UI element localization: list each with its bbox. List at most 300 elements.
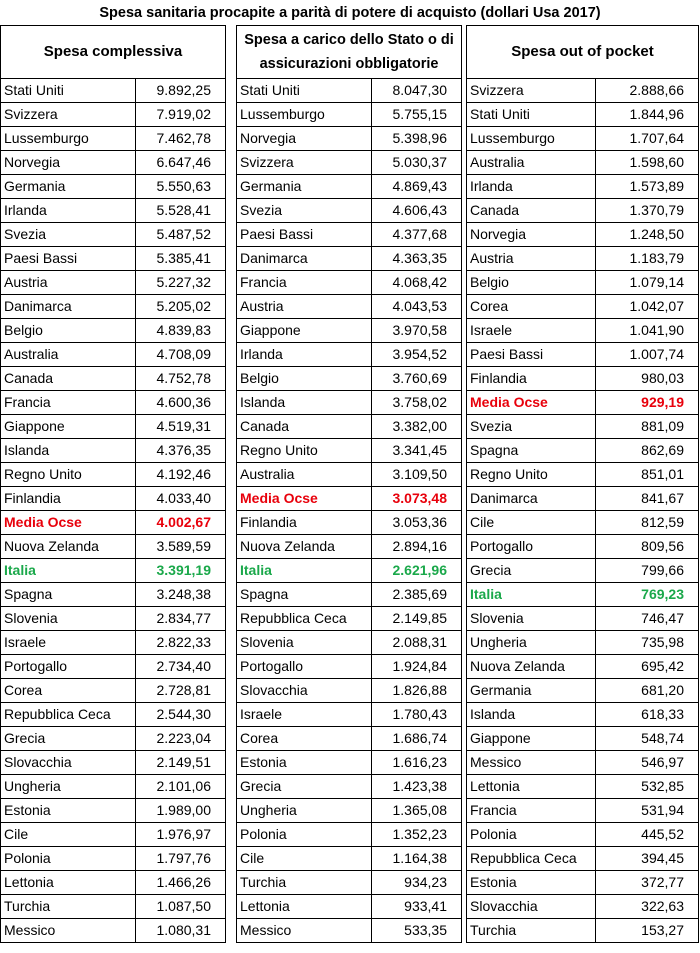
spending-value: 735,98 [641,634,684,650]
country-name: Svizzera [467,79,596,102]
spending-value: 5.755,15 [392,106,447,122]
spending-value: 1.164,38 [392,850,447,866]
country-name: Germania [237,175,372,198]
table-row [237,367,461,391]
spending-value: 6.647,46 [156,154,211,170]
spending-value: 3.970,58 [392,322,447,338]
spending-value: 3.758,02 [392,394,447,410]
spending-value: 2.149,51 [156,754,211,770]
country-name: Italia [467,583,596,606]
table-row [237,511,461,535]
table-row [237,415,461,439]
table-row [1,487,225,511]
table-row [237,247,461,271]
table-row [1,103,225,127]
country-name: Norvegia [237,127,372,150]
table-row [467,703,698,727]
table-row [237,319,461,343]
table-row [1,151,225,175]
spending-value: 531,94 [641,802,684,818]
table-row [237,271,461,295]
spending-value: 1.007,74 [629,346,684,362]
table-row [237,703,461,727]
spending-value: 809,56 [641,538,684,554]
table-row [467,391,698,415]
spending-value: 1.352,23 [392,826,447,842]
table-row [1,775,225,799]
country-name: Belgio [1,319,136,342]
spending-value: 7.462,78 [156,130,211,146]
table-row [1,919,225,942]
spending-value: 3.341,45 [392,442,447,458]
country-name: Grecia [1,727,136,750]
spending-value: 548,74 [641,730,684,746]
table-row [1,295,225,319]
table-row [237,799,461,823]
country-name: Danimarca [1,295,136,318]
country-name: Irlanda [1,199,136,222]
country-name: Giappone [1,415,136,438]
table-row [467,151,698,175]
country-name: Portogallo [237,655,372,678]
table-row [237,391,461,415]
table-row [237,655,461,679]
table-row [1,895,225,919]
table-row [467,535,698,559]
country-name: Polonia [237,823,372,846]
spending-value: 3.248,38 [156,586,211,602]
spending-value: 1.087,50 [156,898,211,914]
table-row [237,199,461,223]
table-row [1,799,225,823]
panel-heading: Spesa out of pocket [467,26,698,79]
country-name: Norvegia [467,223,596,246]
country-name: Slovacchia [467,895,596,918]
table-row [467,463,698,487]
table-row [1,175,225,199]
country-name: Paesi Bassi [467,343,596,366]
spending-value: 4.519,31 [156,418,211,434]
country-name: Francia [467,799,596,822]
table-row [467,823,698,847]
spending-value: 3.954,52 [392,346,447,362]
table-row [237,775,461,799]
country-name: Regno Unito [467,463,596,486]
spending-value: 4.043,53 [392,298,447,314]
panel-spesa-stato [236,25,462,943]
spending-value: 3.382,00 [392,418,447,434]
spending-value: 1.573,89 [629,178,684,194]
table-row [467,103,698,127]
table-row [467,775,698,799]
table-row [467,751,698,775]
country-name: Corea [467,295,596,318]
table-row [467,127,698,151]
table-row [237,751,461,775]
spending-value: 5.205,02 [156,298,211,314]
country-name: Repubblica Ceca [237,607,372,630]
table-row [467,727,698,751]
country-name: Stati Uniti [237,79,372,102]
country-name: Polonia [1,847,136,870]
spending-value: 695,42 [641,658,684,674]
spending-value: 851,01 [641,466,684,482]
spending-value: 2.385,69 [392,586,447,602]
spending-value: 1.370,79 [629,202,684,218]
table-row [467,415,698,439]
spending-value: 2.894,16 [392,538,447,554]
table-row [1,79,225,103]
table-row [237,463,461,487]
spending-value: 4.033,40 [156,490,211,506]
country-name: Estonia [467,871,596,894]
country-name: Lettonia [467,775,596,798]
table-row [237,487,461,511]
table-row [467,367,698,391]
country-name: Messico [1,919,136,942]
table-row [1,247,225,271]
rows-container [467,79,698,942]
country-name: Norvegia [1,151,136,174]
spending-value: 7.919,02 [156,106,211,122]
spending-value: 372,77 [641,874,684,890]
country-name: Israele [1,631,136,654]
spending-value: 980,03 [641,370,684,386]
spending-value: 681,20 [641,682,684,698]
country-name: Australia [467,151,596,174]
spending-value: 9.892,25 [156,82,211,98]
country-name: Polonia [467,823,596,846]
table-row [237,295,461,319]
spending-value: 546,97 [641,754,684,770]
country-name: Canada [467,199,596,222]
country-name: Spagna [237,583,372,606]
table-row [1,631,225,655]
spending-value: 5.528,41 [156,202,211,218]
country-name: Israele [467,319,596,342]
country-name: Finlandia [467,367,596,390]
spending-value: 4.376,35 [156,442,211,458]
country-name: Repubblica Ceca [1,703,136,726]
spending-value: 1.080,31 [156,922,211,938]
spending-value: 1.183,79 [629,250,684,266]
spending-value: 1.826,88 [392,682,447,698]
spending-value: 1.780,43 [392,706,447,722]
table-row [1,583,225,607]
table-row [467,919,698,942]
table-row [467,343,698,367]
panel-heading: Spesa a carico dello Stato o di assicurazioni obbligatorie [237,26,461,79]
table-row [467,583,698,607]
table-row [1,319,225,343]
spending-value: 5.227,32 [156,274,211,290]
country-name: Islanda [237,391,372,414]
table-row [237,679,461,703]
spending-value: 2.734,40 [156,658,211,674]
spending-value: 2.822,33 [156,634,211,650]
table-row [237,607,461,631]
spending-value: 4.002,67 [156,514,211,530]
country-name: Stati Uniti [1,79,136,102]
spending-value: 3.589,59 [156,538,211,554]
panel-spesa-out-of-pocket [466,25,699,943]
country-name: Turchia [1,895,136,918]
spending-value: 3.760,69 [392,370,447,386]
table-row [237,439,461,463]
spending-value: 799,66 [641,562,684,578]
table-row [237,535,461,559]
table-row [237,151,461,175]
country-name: Ungheria [1,775,136,798]
country-name: Stati Uniti [467,103,596,126]
spending-value: 862,69 [641,442,684,458]
spending-value: 532,85 [641,778,684,794]
table-row [467,295,698,319]
spending-value: 445,52 [641,826,684,842]
spending-value: 2.544,30 [156,706,211,722]
spending-value: 1.466,26 [156,874,211,890]
table-row [1,607,225,631]
country-name: Belgio [237,367,372,390]
table-row [467,799,698,823]
spending-value: 769,23 [641,586,684,602]
spending-value: 3.053,36 [392,514,447,530]
country-name: Media Ocse [1,511,136,534]
table-row [237,631,461,655]
spending-value: 1.248,50 [629,226,684,242]
spending-value: 1.989,00 [156,802,211,818]
table-row [237,79,461,103]
spending-value: 1.844,96 [629,106,684,122]
spending-value: 5.030,37 [392,154,447,170]
table-row [467,247,698,271]
country-name: Belgio [467,271,596,294]
table-row [467,439,698,463]
table-row [467,607,698,631]
spending-value: 1.423,38 [392,778,447,794]
country-name: Finlandia [1,487,136,510]
country-name: Austria [467,247,596,270]
table-row [1,751,225,775]
country-name: Slovenia [1,607,136,630]
table-row [467,895,698,919]
country-name: Finlandia [237,511,372,534]
spending-value: 2.101,06 [156,778,211,794]
table-row [1,127,225,151]
rows-container [237,79,461,942]
country-name: Austria [237,295,372,318]
spending-value: 1.598,60 [629,154,684,170]
country-name: Cile [237,847,372,870]
country-name: Slovenia [237,631,372,654]
country-name: Spagna [467,439,596,462]
spending-value: 8.047,30 [392,82,447,98]
panel-spesa-complessiva [0,25,226,943]
table-row [1,415,225,439]
table-row [237,343,461,367]
table-row [1,703,225,727]
table-row [1,391,225,415]
table-row [237,919,461,942]
spending-value: 4.708,09 [156,346,211,362]
country-name: Austria [1,271,136,294]
table-row [1,871,225,895]
table-row [467,199,698,223]
table-row [467,271,698,295]
country-name: Cile [1,823,136,846]
table-row [237,871,461,895]
table-row [237,103,461,127]
country-name: Canada [1,367,136,390]
table-row [1,223,225,247]
country-name: Estonia [1,799,136,822]
table-row [1,559,225,583]
spending-value: 394,45 [641,850,684,866]
country-name: Ungheria [237,799,372,822]
spending-value: 618,33 [641,706,684,722]
spending-value: 2.728,81 [156,682,211,698]
spending-value: 1.976,97 [156,826,211,842]
table-row [467,487,698,511]
spending-value: 4.600,36 [156,394,211,410]
country-name: Media Ocse [237,487,372,510]
table-row [237,847,461,871]
table-row [467,79,698,103]
country-name: Messico [237,919,372,942]
country-name: Cile [467,511,596,534]
country-name: Turchia [467,919,596,942]
spending-value: 1.797,76 [156,850,211,866]
spending-value: 934,23 [404,874,447,890]
table-row [1,271,225,295]
table-row [467,511,698,535]
table-row [467,679,698,703]
spending-value: 4.192,46 [156,466,211,482]
country-name: Lettonia [237,895,372,918]
country-name: Irlanda [467,175,596,198]
country-name: Svezia [467,415,596,438]
table-row [467,871,698,895]
country-name: Paesi Bassi [1,247,136,270]
table-row [1,727,225,751]
table-row [467,559,698,583]
spending-value: 153,27 [641,922,684,938]
spending-value: 3.073,48 [392,490,447,506]
country-name: Giappone [237,319,372,342]
table-row [1,199,225,223]
country-name: Portogallo [1,655,136,678]
rows-container [1,79,225,942]
country-name: Giappone [467,727,596,750]
country-name: Svizzera [1,103,136,126]
country-name: Grecia [467,559,596,582]
spending-value: 1.616,23 [392,754,447,770]
country-name: Media Ocse [467,391,596,414]
table-row [467,655,698,679]
country-name: Svezia [237,199,372,222]
spending-value: 881,09 [641,418,684,434]
page-title: Spesa sanitaria procapite a parità di potere di acquisto (dollari Usa 2017) [99,5,601,21]
spending-value: 5.487,52 [156,226,211,242]
country-name: Germania [467,679,596,702]
table-row [1,823,225,847]
country-name: Slovacchia [1,751,136,774]
country-name: Danimarca [237,247,372,270]
spending-value: 4.869,43 [392,178,447,194]
country-name: Lussemburgo [1,127,136,150]
table-row [1,847,225,871]
spending-value: 3.109,50 [392,466,447,482]
spending-value: 841,67 [641,490,684,506]
country-name: Islanda [467,703,596,726]
country-name: Ungheria [467,631,596,654]
spending-value: 4.068,42 [392,274,447,290]
spending-value: 2.888,66 [629,82,684,98]
spending-value: 4.377,68 [392,226,447,242]
spending-value: 1.686,74 [392,730,447,746]
table-row [237,559,461,583]
spending-value: 1.041,90 [629,322,684,338]
country-name: Portogallo [467,535,596,558]
country-name: Israele [237,703,372,726]
table-row [237,223,461,247]
spending-value: 5.398,96 [392,130,447,146]
country-name: Corea [1,679,136,702]
spending-value: 5.550,63 [156,178,211,194]
table-row [1,511,225,535]
spending-value: 2.223,04 [156,730,211,746]
country-name: Australia [237,463,372,486]
spending-value: 1.365,08 [392,802,447,818]
table-row [467,175,698,199]
spending-value: 4.839,83 [156,322,211,338]
country-name: Lussemburgo [237,103,372,126]
spending-value: 929,19 [641,394,684,410]
table-row [237,175,461,199]
country-name: Grecia [237,775,372,798]
country-name: Spagna [1,583,136,606]
table-row [237,127,461,151]
country-name: Italia [237,559,372,582]
country-name: Slovacchia [237,679,372,702]
country-name: Nuova Zelanda [1,535,136,558]
country-name: Paesi Bassi [237,223,372,246]
table-row [1,463,225,487]
country-name: Lussemburgo [467,127,596,150]
table-row [1,679,225,703]
spending-value: 1.924,84 [392,658,447,674]
country-name: Messico [467,751,596,774]
spending-value: 4.752,78 [156,370,211,386]
country-name: Islanda [1,439,136,462]
table-row [1,367,225,391]
country-name: Slovenia [467,607,596,630]
country-name: Italia [1,559,136,582]
country-name: Irlanda [237,343,372,366]
table-row [237,727,461,751]
country-name: Estonia [237,751,372,774]
country-name: Svezia [1,223,136,246]
country-name: Regno Unito [237,439,372,462]
spending-value: 2.834,77 [156,610,211,626]
spending-value: 2.088,31 [392,634,447,650]
country-name: Australia [1,343,136,366]
spending-value: 3.391,19 [156,562,211,578]
table-row [467,223,698,247]
spending-value: 2.621,96 [392,562,447,578]
spending-value: 2.149,85 [392,610,447,626]
table-row [467,319,698,343]
